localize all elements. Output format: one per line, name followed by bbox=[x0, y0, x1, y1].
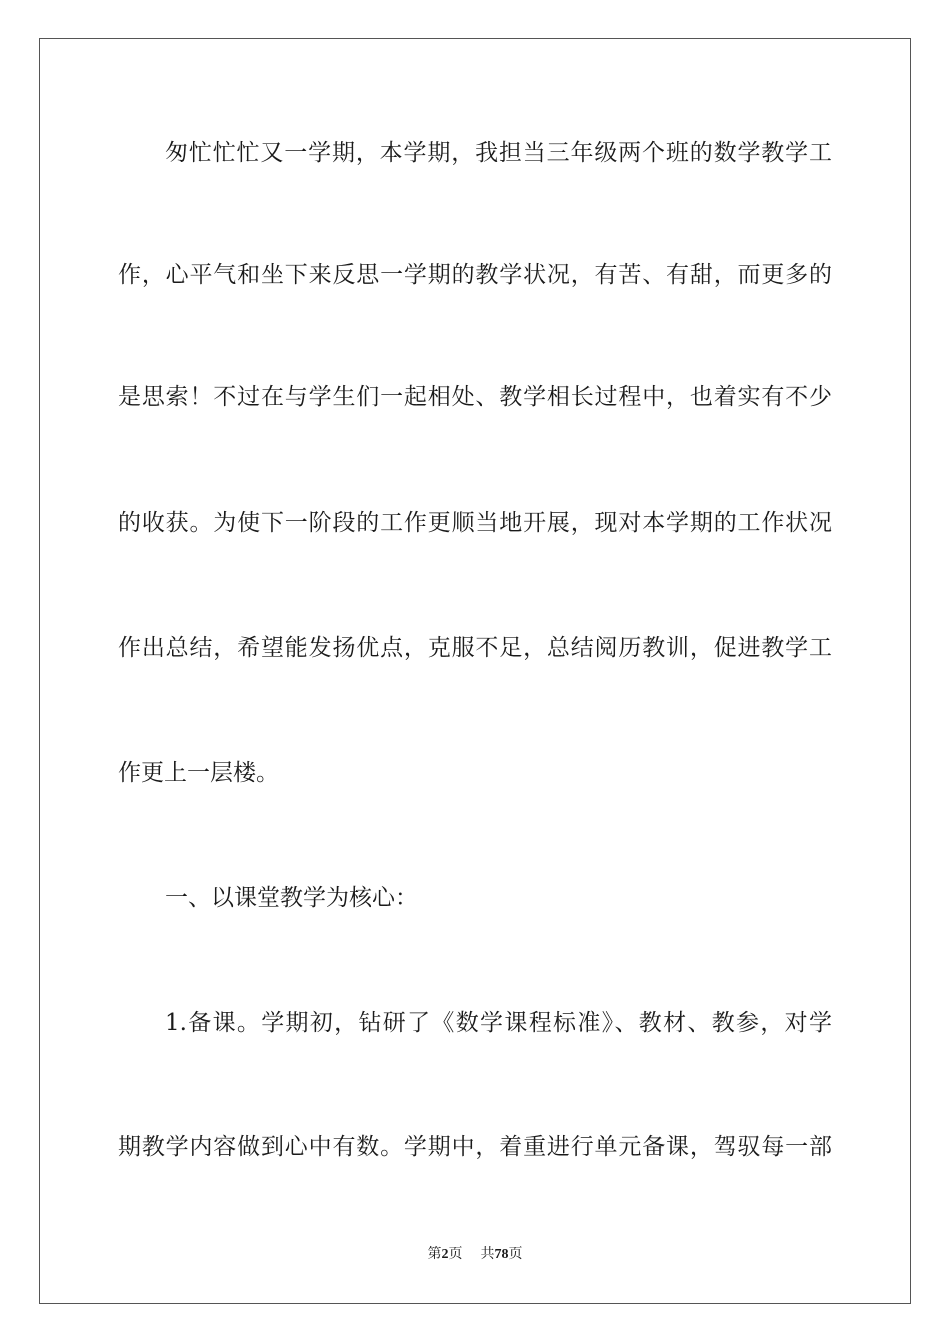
paragraph-line-3: 是思索！不过在与学生们一起相处、教学相长过程中，也着实有不少 bbox=[118, 384, 832, 410]
section-heading: 一、以课堂教学为核心： bbox=[165, 885, 418, 911]
total-prefix: 共 bbox=[480, 1247, 495, 1262]
paragraph-line-8: 1.备课。学期初，钻研了《数学课程标准》、教材、教参，对学 bbox=[165, 1010, 832, 1036]
page-border bbox=[39, 38, 911, 1304]
page-suffix: 页 bbox=[448, 1247, 463, 1262]
total-pages: 78 bbox=[494, 1247, 509, 1262]
page-prefix: 第 bbox=[427, 1247, 442, 1262]
paragraph-line-4: 的收获。为使下一阶段的工作更顺当地开展，现对本学期的工作状况 bbox=[118, 510, 832, 536]
paragraph-line-6: 作更上一层楼。 bbox=[118, 760, 279, 786]
page-footer bbox=[0, 1246, 950, 1264]
total-suffix: 页 bbox=[508, 1247, 523, 1262]
paragraph-line-9: 期教学内容做到心中有数。学期中，着重进行单元备课，驾驭每一部 bbox=[118, 1134, 832, 1160]
page-number: 2 bbox=[441, 1247, 449, 1262]
paragraph-line-2: 作，心平气和坐下来反思一学期的教学状况，有苦、有甜，而更多的 bbox=[118, 262, 832, 288]
paragraph-line-5: 作出总结，希望能发扬优点，克服不足，总结阅历教训，促进教学工 bbox=[118, 635, 832, 661]
paragraph-line-1: 匆忙忙忙又一学期，本学期，我担当三年级两个班的数学教学工 bbox=[165, 140, 832, 166]
